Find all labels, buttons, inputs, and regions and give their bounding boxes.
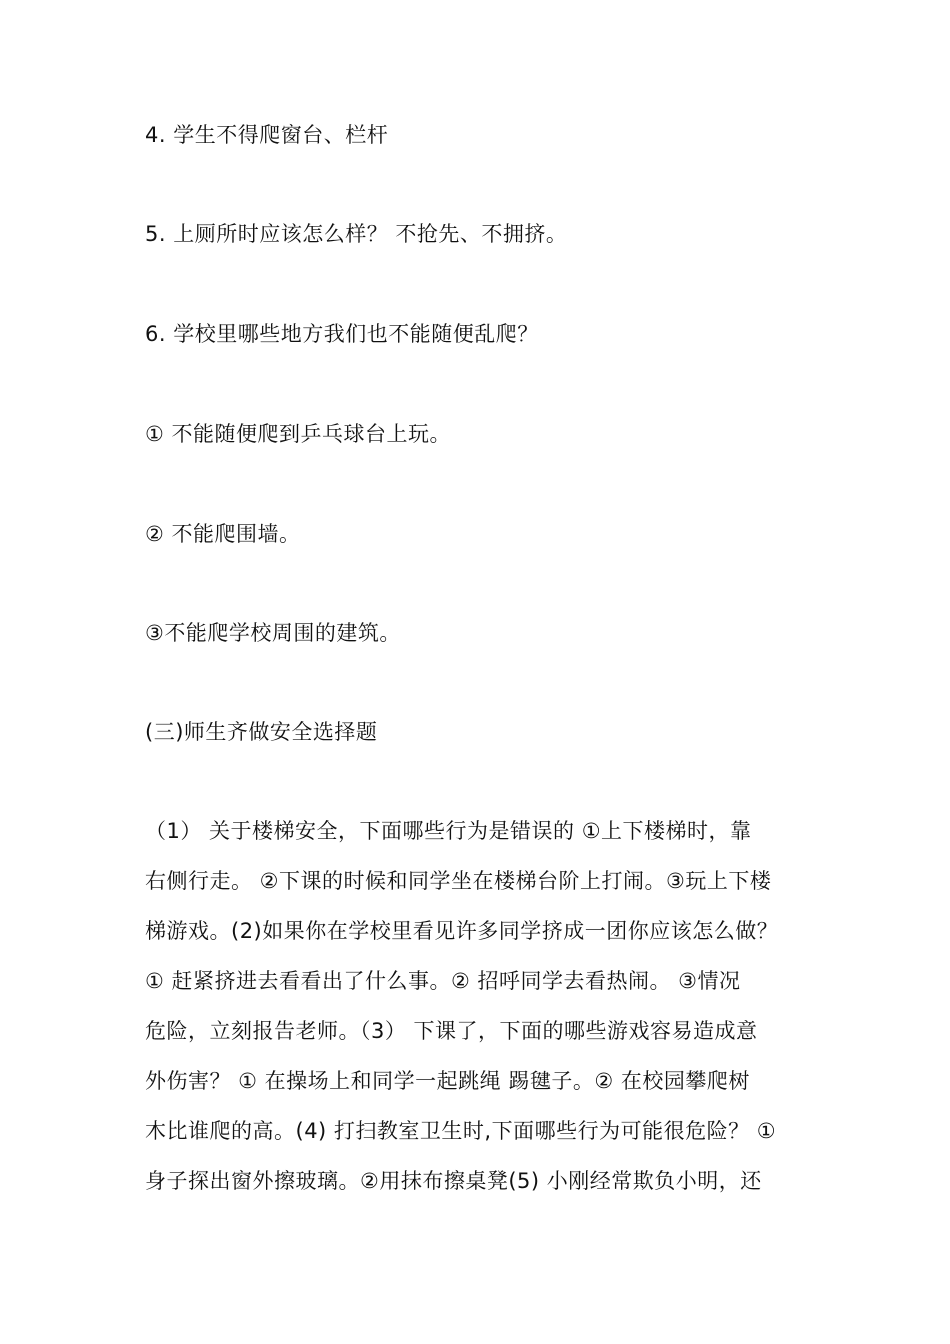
quiz-paragraph bbox=[145, 806, 845, 1206]
paragraph-line: （1） 关于楼梯安全，下面哪些行为是错误的 ①上下楼梯时，靠 bbox=[145, 819, 752, 843]
paragraph-line: 身子探出窗外擦玻璃。②用抹布擦桌凳(5) 小刚经常欺负小明，还 bbox=[145, 1169, 762, 1193]
sub-item-3: ③不能爬学校周围的建筑。 bbox=[145, 621, 401, 645]
section-heading: (三)师生齐做安全选择题 bbox=[145, 720, 378, 744]
paragraph-line: 木比谁爬的高。(4) 打扫教室卫生时,下面哪些行为可能很危险？ ① bbox=[145, 1119, 777, 1143]
sub-item-2: ② 不能爬围墙。 bbox=[145, 522, 301, 546]
paragraph-line: 右侧行走。 ②下课的时候和同学坐在楼梯台阶上打闹。③玩上下楼 bbox=[145, 869, 772, 893]
item-6: 6. 学校里哪些地方我们也不能随便乱爬？ bbox=[145, 322, 539, 346]
item-4: 4. 学生不得爬窗台、栏杆 bbox=[145, 123, 389, 147]
paragraph-line: ① 赶紧挤进去看看出了什么事。② 招呼同学去看热闹。 ③情况 bbox=[145, 969, 741, 993]
paragraph-line: 危险，立刻报告老师。（3） 下课了，下面的哪些游戏容易造成意 bbox=[145, 1019, 758, 1043]
paragraph-line: 外伤害？ ① 在操场上和同学一起跳绳 踢毽子。② 在校园攀爬树 bbox=[145, 1069, 750, 1093]
sub-item-1: ① 不能随便爬到乒乓球台上玩。 bbox=[145, 422, 452, 446]
item-5: 5. 上厕所时应该怎么样？ 不抢先、不拥挤。 bbox=[145, 222, 568, 246]
paragraph-line: 梯游戏。(2)如果你在学校里看见许多同学挤成一团你应该怎么做？ bbox=[145, 919, 779, 943]
